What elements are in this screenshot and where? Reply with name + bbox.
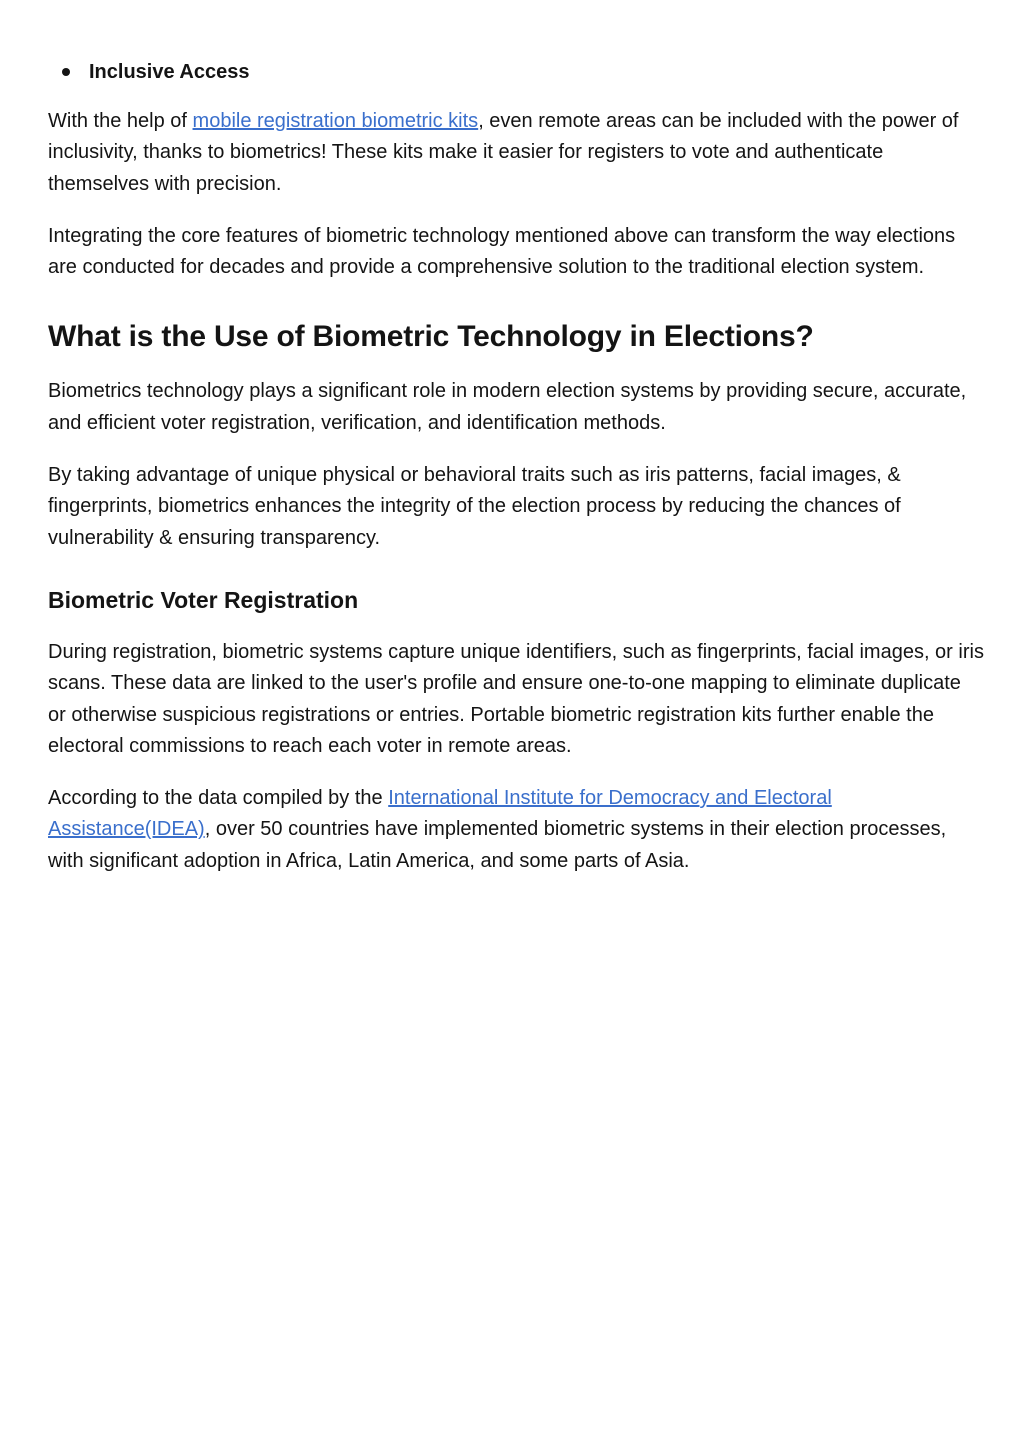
paragraph-text: According to the data compiled by the xyxy=(48,787,389,810)
paragraph-unique-traits: By taking advantage of unique physical or behavioral traits such as iris patterns, facial images, & fingerprints, biometrics enhances the integrity of the election process by reducing the chances of vulnerability & ensuring transparency. xyxy=(48,464,901,549)
paragraph-integrating: Integrating the core features of biometric technology mentioned above can transform the way elections are conducted for decades and provide a comprehensive solution to the traditional election system. xyxy=(48,224,956,279)
paragraph-text: , over 50 countries have implemented biometric systems in their election processes, with significant adoption in Africa, Latin America, and some parts of Asia. xyxy=(48,818,947,872)
bullet-label: Inclusive Access xyxy=(89,60,250,83)
document-page xyxy=(48,52,984,877)
paragraph-mobile-kits xyxy=(48,106,984,200)
section-heading: What is the Use of Biometric Technology in Elections? xyxy=(48,320,814,354)
mobile-registration-kits-link[interactable]: mobile registration biometric kits xyxy=(192,110,479,132)
paragraph-biometrics-role: Biometrics technology plays a significant role in modern election systems by providing secure, accurate, and efficient voter registration, verification, and identification methods. xyxy=(48,380,967,434)
idea-link[interactable]: International Institute for Democracy and Electoral Assistance(IDEA) xyxy=(48,787,832,841)
paragraph-text: With the help of xyxy=(48,110,193,132)
paragraph-registration: During registration, biometric systems capture unique identifiers, such as fingerprints, facial images, or iris scans. These data are linked to the user's profile and ensure one-to-one mapping to eliminate duplicate or otherwise suspicious registrations or entries. Portable biometric registration kits further enable the electoral commissions to reach each voter in remote areas. xyxy=(48,640,984,757)
bullet-dot-icon xyxy=(62,68,70,76)
paragraph-text: , even remote areas can be included with the power of inclusivity, thanks to biometrics! These kits make it easier for registers to vote and authenticate themselves with precision. xyxy=(48,110,959,195)
subsection-heading: Biometric Voter Registration xyxy=(48,586,359,613)
paragraph-idea-data xyxy=(48,783,984,877)
bullet-list-item xyxy=(62,52,984,92)
